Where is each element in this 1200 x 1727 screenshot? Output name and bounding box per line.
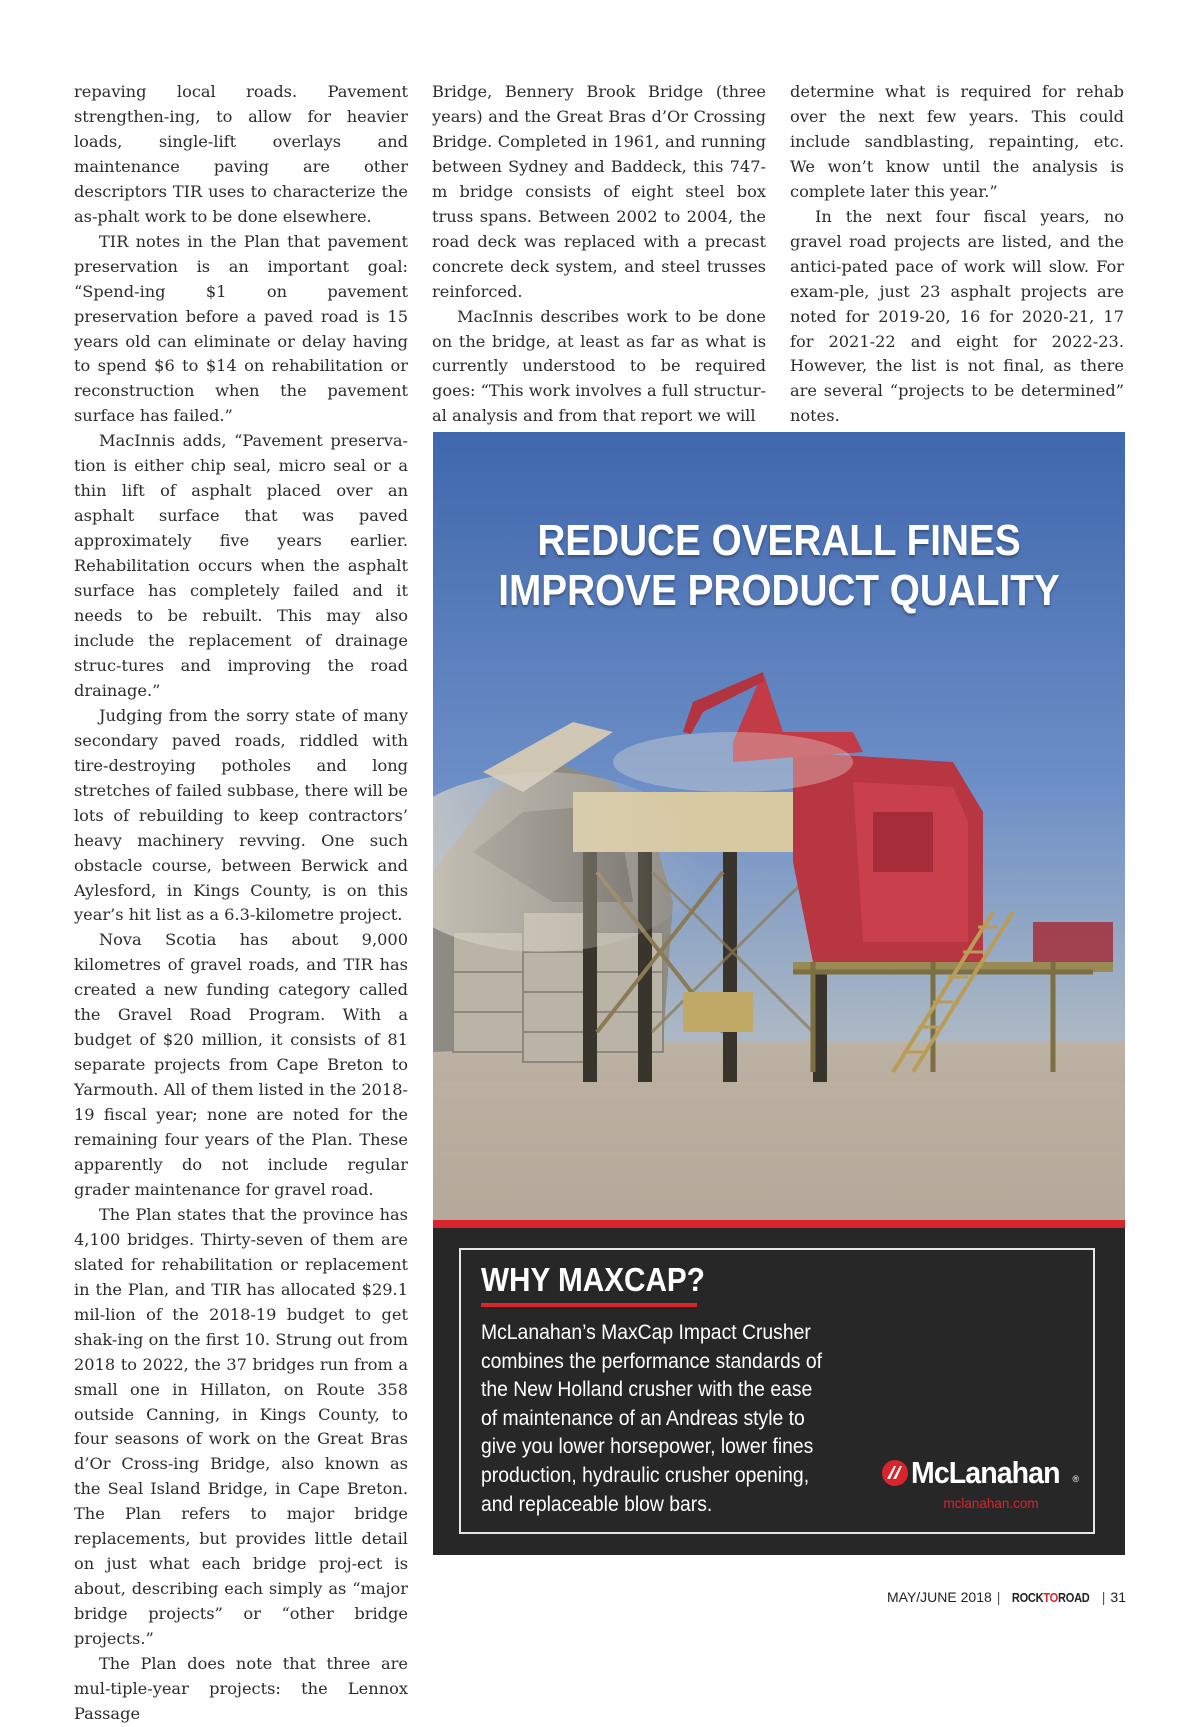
paragraph: Nova Scotia has about 9,000 kilometres of gravel roads, and TIR has created a new funding category called the Gravel Road Program. With a budget of $20 million, it consists of 81 separate projects from Cape Breton to Yarmouth. All of them listed in the 2018-19 fiscal year; none are noted for the remaining four years of the Plan. These apparently do not include regular grader maintenance for gravel road.: [74, 930, 408, 1199]
ad-headline-line-1: REDUCE OVERALL FINES: [537, 516, 1021, 565]
mclanahan-logo-text: McLanahan: [911, 1455, 1060, 1490]
paragraph: In the next four fiscal years, no gravel road projects are listed, and the antici-pated pace of work will slow. For exam-ple, just 23 asphalt projects are noted for 2019-20, 16 for 2020-21, 17 for 2021-22 and eight for 2022-23. However, the list is not final, as there are several “projects to be determined” notes.: [790, 206, 1124, 426]
ad-body-text: [481, 1318, 841, 1518]
paragraph: MacInnis describes work to be done on the bridge, at least as far as what is currently understood to be required goes: “This work involves a full structur-al analysis and from that report we will: [432, 306, 766, 426]
mclanahan-logo: [881, 1456, 1081, 1490]
paragraph: Bridge, Bennery Brook Bridge (three years) and the Great Bras d’Or Crossing Bridge. Completed in 1961, and running between Sydney and Baddeck, this 747-m bridge consists of eight steel box truss spans. Between 2002 to 2004, the road deck was replaced with a precast concrete deck system, and steel trusses reinforced.: [432, 82, 766, 301]
brand-to: TO: [1043, 1589, 1059, 1605]
why-maxcap-title: WHY MAXCAP?: [481, 1261, 705, 1298]
ad-body-line: McLanahan’s MaxCap Impact Crusher: [481, 1320, 811, 1344]
registered-mark: ®: [1072, 1474, 1080, 1484]
paragraph: determine what is required for rehab over the next few years. This could include sandblasting, repainting, etc. We won’t know until the analysis is complete later this year.”: [790, 82, 1124, 201]
ad-body-line: and replaceable blow bars.: [481, 1491, 713, 1516]
ad-body-line: production, hydraulic crusher opening,: [481, 1462, 810, 1487]
mclanahan-url[interactable]: mclanahan.com: [943, 1496, 1039, 1511]
ad-headline-line-2: IMPROVE PRODUCT QUALITY: [498, 566, 1060, 615]
ad-body-line: the New Holland crusher with the ease: [481, 1377, 813, 1402]
mclanahan-advertisement: [433, 432, 1125, 1555]
ad-body-line: of maintenance of an Andreas style to: [481, 1405, 805, 1430]
ad-info-box: [459, 1248, 1095, 1534]
footer-separator: |: [1101, 1589, 1106, 1605]
ad-body-line: combines the performance standards of: [481, 1348, 822, 1373]
ad-red-divider: [433, 1220, 1125, 1228]
paragraph: Judging from the sorry state of many secondary paved roads, riddled with tire-destroying potholes and long stretches of failed subbase, there will be lots of rebuilding to keep contractors’ heavy machinery revving. One such obstacle course, between Berwick and Aylesford, in Kings County, is on this year’s hit list as a 6.3-kilometre project.: [74, 705, 408, 925]
ad-info-panel: [433, 1228, 1125, 1555]
ad-body-line: give you lower horsepower, lower fines: [481, 1434, 814, 1459]
article-column-3: [790, 80, 1124, 429]
paragraph: The Plan states that the province has 4,100 bridges. Thirty-seven of them are slated for rehabilitation or replacement in the Plan, and TIR has allocated $29.1 mil-lion of the 2018-19 budget to get shak-ing on the first 10. Strung out from 2018 to 2022, the 37 bridges run from a small one in Hillaton, on Route 358 outside Canning, in Kings County, to four seasons of work on the Great Bras d’Or Cross-ing Bridge, also known as the Seal Island Bridge, in Cape Breton. The Plan refers to major bridge replacements, but provides little detail on just what each bridge proj-ect is about, describing each simply as “major bridge projects” or “other bridge projects.”: [74, 1204, 408, 1649]
page-number: 31: [1110, 1589, 1126, 1605]
brand-rock: ROCK: [1012, 1589, 1044, 1605]
paragraph: TIR notes in the Plan that pavement preservation is an important goal: “Spend-ing $1 on pavement preservation before a paved road is 15 years old can eliminate or delay having to spend $6 to $14 on rehabilitation or reconstruction when the pavement surface has failed.”: [74, 231, 408, 426]
ad-headline: [475, 516, 1084, 616]
paragraph: repaving local roads. Pavement strengthen-ing, to allow for heavier loads, single-lift overlays and maintenance paving are other descriptors TIR uses to characterize the as-phalt work to be done elsewhere.: [74, 82, 408, 226]
paragraph: MacInnis adds, “Pavement preserva-tion is either chip seal, micro seal or a thin lift of asphalt placed over an asphalt surface that was paved approximately five years earlier. Rehabilitation occurs when the asphalt surface has completely failed and it needs to be rebuilt. This may also include the replacement of drainage struc-tures and improving the road drainage.”: [74, 431, 408, 700]
article-column-1: [74, 80, 408, 1727]
brand-road: ROAD: [1058, 1589, 1090, 1605]
magazine-brand: [1012, 1590, 1090, 1605]
mclanahan-logo-icon: [881, 1459, 909, 1487]
paragraph: The Plan does note that three are mul-tiple-year projects: the Lennox Passage: [74, 1654, 408, 1723]
page-footer: [887, 1589, 1126, 1605]
title-underline: [481, 1303, 697, 1307]
issue-date: MAY/JUNE 2018: [886, 1589, 992, 1605]
article-column-2: [432, 80, 766, 429]
footer-separator: |: [996, 1589, 1001, 1605]
